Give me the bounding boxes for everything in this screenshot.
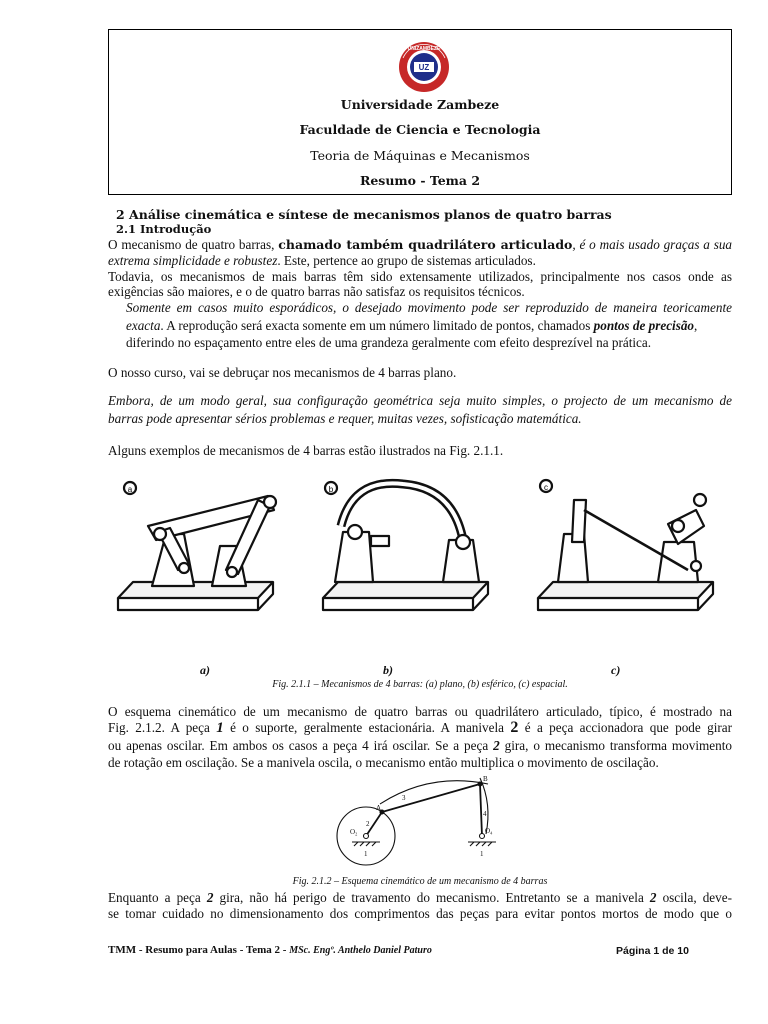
label-O4: O₄ bbox=[485, 827, 493, 835]
mechanism-spherical-drawing bbox=[323, 482, 488, 610]
footer-author: MSc. Engº. Anthelo Daniel Paturo bbox=[289, 945, 432, 956]
part-number: 2 bbox=[493, 738, 500, 753]
course-name: Teoria de Máquinas e Mecanismos bbox=[310, 148, 530, 163]
part-number: 1 bbox=[216, 720, 224, 736]
figure-2-1-2-caption: Fig. 2.1.2 – Esquema cinemático de um mecanismo de 4 barras bbox=[292, 876, 548, 887]
text-run: , bbox=[694, 318, 698, 333]
title-block bbox=[108, 29, 732, 195]
logo-mark-text: UZ bbox=[418, 63, 430, 72]
section-title: 2 Análise cinemática e síntese de mecanismos planos de quatro barras bbox=[116, 207, 612, 222]
label-1-right: 1 bbox=[480, 850, 484, 858]
mechanism-spatial-drawing bbox=[538, 480, 713, 610]
label-3: 3 bbox=[402, 794, 406, 802]
paragraph-3-line-2 bbox=[126, 318, 732, 334]
text-run: . A reprodução será exacta somente em um número limitado de pontos, chamados bbox=[160, 318, 594, 333]
paragraph-7-line-3 bbox=[108, 738, 732, 754]
paragraph-1-line-1 bbox=[108, 237, 732, 253]
footer-left bbox=[108, 944, 432, 956]
paragraph-4: O nosso curso, vai se debruçar nos mecanismos de 4 barras plano. bbox=[108, 365, 457, 380]
figure-label-a: a) bbox=[200, 663, 210, 677]
text-run: ou apenas oscilar. Em ambos os casos a peça 4 irá oscilar. Se a peça bbox=[108, 738, 494, 753]
figure-mark-b: b bbox=[328, 485, 334, 494]
paragraph-5-line-2: barras pode apresentar sérios problemas e requer, muitas vezes, sofisticação matemática. bbox=[108, 411, 582, 426]
text-run: O mecanismo de quatro barras, bbox=[108, 237, 279, 252]
label-1-left: 1 bbox=[364, 850, 368, 858]
paragraph-7-line-1: O esquema cinemático de um mecanismo de quatro barras ou quadrilátero articulado, típico, é mostrado na bbox=[108, 704, 732, 719]
text-run: é o suporte, geralmente estacionária. A manivela bbox=[223, 720, 511, 735]
paragraph-3-line-1: Somente em casos muito esporádicos, o desejado movimento pode ser reproduzido de maneira teoricamente bbox=[126, 300, 732, 315]
link-3 bbox=[382, 784, 480, 812]
mechanism-planar-drawing bbox=[118, 482, 276, 610]
text-run: oscila, deve- bbox=[656, 890, 732, 905]
figure-label-c: c) bbox=[611, 663, 621, 677]
paragraph-8-line-2: se tomar cuidado no dimensionamento dos comprimentos das peças para evitar pontos mortos de modo que o bbox=[108, 906, 732, 921]
italic-run: extrema simplicidade e robustez bbox=[108, 253, 278, 268]
bold-term: chamado também quadrilátero articulado bbox=[278, 237, 573, 252]
coupler-arc bbox=[380, 781, 488, 804]
paragraph-1-line-2 bbox=[108, 253, 536, 269]
paragraph-2-line-2: exigências são maiores, e o de quatro barras não satisfaz os requisitos técnicos. bbox=[108, 284, 525, 299]
figure-four-bar-mechanisms bbox=[108, 470, 732, 650]
part-number: 2 bbox=[206, 890, 214, 905]
label-A: A bbox=[376, 804, 382, 812]
paragraph-7-line-4: de rotação em oscilação. Se a manivela oscila, o mecanismo então multiplica o movimento de oscilação. bbox=[108, 755, 659, 770]
figure-2-1-1-caption: Fig. 2.1.1 – Mecanismos de 4 barras: (a) plano, (b) esférico, (c) espacial. bbox=[272, 679, 568, 690]
text-run: Fig. 2.1.2. A peça bbox=[108, 720, 217, 735]
paragraph-2-line-1: Todavia, os mecanismos de mais barras têm sido extensamente utilizados, principalmente nos casos onde as bbox=[108, 269, 732, 284]
figure-label-b: b) bbox=[383, 663, 393, 677]
label-2: 2 bbox=[366, 820, 370, 828]
paragraph-7-line-2 bbox=[108, 720, 732, 736]
faculty-name: Faculdade de Ciencia e Tecnologia bbox=[299, 122, 541, 137]
bold-italic-term: pontos de precisão bbox=[593, 318, 695, 333]
text-run: gira, o mecanismo transforma movimento bbox=[499, 738, 732, 753]
text-run: é a peça accionadora que pode girar bbox=[518, 720, 733, 735]
university-logo-icon bbox=[397, 40, 451, 94]
part-number: 2 bbox=[510, 719, 519, 736]
document-subtitle: Resumo - Tema 2 bbox=[359, 173, 481, 188]
page-number: Página 1 de 10 bbox=[616, 945, 689, 957]
link-4 bbox=[480, 784, 482, 836]
italic-run: , é o mais usado graças a sua bbox=[572, 237, 733, 252]
italic-run: exacta bbox=[126, 318, 161, 333]
figure-mark-c: c bbox=[544, 483, 548, 492]
text-run: Enquanto a peça bbox=[108, 890, 207, 905]
label-4: 4 bbox=[483, 810, 487, 818]
text-run: . Este, pertence ao grupo de sistemas articulados. bbox=[277, 253, 536, 268]
paragraph-6: Alguns exemplos de mecanismos de 4 barras estão ilustrados na Fig. 2.1.1. bbox=[108, 443, 504, 458]
label-B: B bbox=[483, 775, 488, 783]
university-name: Universidade Zambeze bbox=[340, 97, 500, 112]
footer-course-ref: TMM - Resumo para Aulas - Tema 2 - bbox=[108, 944, 290, 956]
paragraph-3-line-3: diferindo no espaçamento entre eles de uma grandeza geralmente com efeito desprezível na prática. bbox=[126, 335, 652, 350]
paragraph-5-line-1: Embora, de um modo geral, sua configuração geométrica seja muito simples, o projecto de um mecanismo de bbox=[108, 393, 732, 408]
figure-mark-a: a bbox=[127, 485, 133, 494]
section-subtitle: 2.1 Introdução bbox=[116, 222, 212, 236]
logo-arc-text: UNIZAMBEZE bbox=[407, 46, 441, 52]
text-run: gira, não há perigo de travamento do mecanismo. Entretanto se a manivela bbox=[213, 890, 650, 905]
label-O2: O₂ bbox=[350, 828, 358, 836]
figure-kinematic-scheme bbox=[330, 774, 506, 870]
part-number: 2 bbox=[649, 890, 657, 905]
paragraph-8-line-1 bbox=[108, 890, 732, 906]
